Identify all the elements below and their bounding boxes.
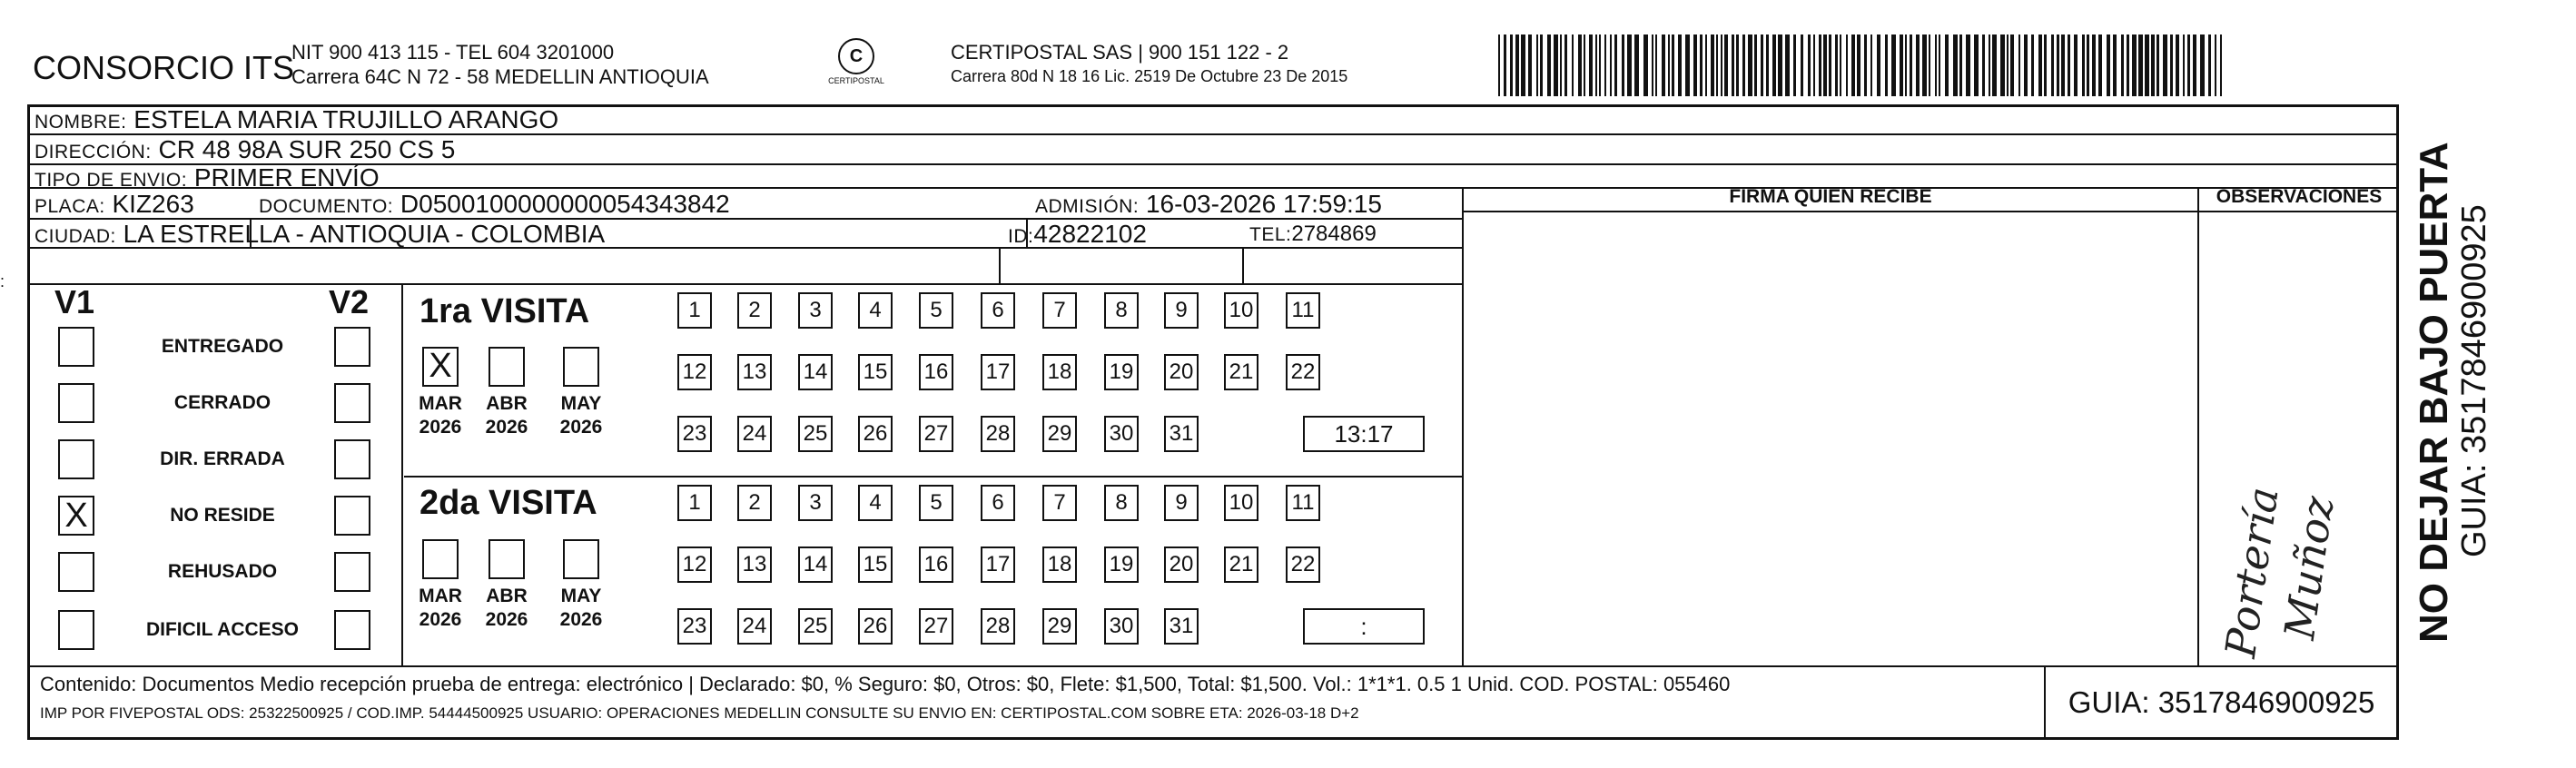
barcode-bar (2024, 34, 2028, 96)
barcode-bar (1974, 34, 1979, 96)
admision-label: ADMISIÓN: (1035, 196, 1140, 217)
id-value: 42822102 (1033, 220, 1147, 248)
barcode-bar (1560, 34, 1562, 96)
barcode-bar (2068, 34, 2070, 96)
day-box: 9 (1164, 292, 1199, 329)
day-box: 28 (981, 608, 1015, 645)
v1-checkbox (58, 327, 94, 367)
day-box: 5 (919, 292, 953, 329)
nombre-value: ESTELA MARIA TRUJILLO ARANGO (133, 105, 559, 133)
day-box: 12 (677, 354, 712, 390)
barcode-bar (1772, 34, 1776, 96)
barcode-bar (1662, 34, 1665, 96)
barcode-bar (1823, 34, 1827, 96)
side-guia: GUIA: 3517846900925 (2455, 204, 2493, 557)
tel-row (1249, 222, 1377, 247)
documento-value: D0500100000000054343842 (400, 190, 730, 218)
barcode-bar (1705, 34, 1707, 96)
barcode-bar (2113, 34, 2117, 96)
footer-guia: GUIA: 3517846900925 (2068, 685, 2375, 719)
day-box: 30 (1104, 608, 1139, 645)
day-box: 16 (919, 354, 953, 390)
barcode-bar (2215, 34, 2216, 96)
day-box: 16 (919, 546, 953, 583)
id-label: ID: (1008, 226, 1034, 247)
v2-checkbox (334, 383, 370, 423)
rule (29, 283, 1462, 285)
company-info (291, 40, 709, 89)
barcode-bar (2000, 34, 2005, 96)
v1-checkbox (58, 552, 94, 592)
day-box: 8 (1104, 292, 1139, 329)
barcode-bar (1700, 34, 1703, 96)
placa-row (35, 190, 194, 219)
barcode-bar (1851, 34, 1855, 96)
day-box: 13 (737, 546, 772, 583)
barcode-bar (1992, 34, 1997, 96)
status-label: DIFICIL ACCESO (145, 619, 299, 640)
day-box: 23 (677, 416, 712, 452)
barcode-bar (1793, 34, 1796, 96)
ciudad-label: CIUDAD: (35, 226, 116, 247)
barcode-bar (1578, 34, 1582, 96)
day-box: 21 (1224, 546, 1258, 583)
barcode-bar (2157, 34, 2159, 96)
day-box: 4 (858, 292, 893, 329)
barcode-bar (1540, 34, 1543, 96)
barcode-bar (2170, 34, 2173, 96)
day-box: 19 (1104, 546, 1139, 583)
rule (1462, 211, 2399, 212)
day-box: 18 (1042, 354, 1077, 390)
day-box: 18 (1042, 546, 1077, 583)
ciudad-row (35, 220, 605, 249)
barcode-bar (2138, 34, 2143, 96)
ciudad-value: LA ESTRELLA - ANTIOQUIA - COLOMBIA (123, 220, 606, 248)
barcode-bar (1870, 34, 1872, 96)
day-box: 27 (919, 608, 953, 645)
barcode-bar (1877, 34, 1880, 96)
admision-row (1035, 190, 1382, 219)
day-box: 10 (1224, 292, 1258, 329)
barcode-bar (1945, 34, 1949, 96)
barcode-bar (1761, 34, 1763, 96)
month-label (413, 392, 468, 439)
barcode-bar (1939, 34, 1940, 96)
month-label (554, 392, 608, 439)
barcode-bar (2010, 34, 2014, 96)
day-box: 14 (798, 354, 833, 390)
barcode-bar (2031, 34, 2034, 96)
barcode-bar (1515, 34, 1519, 96)
barcode-bar (2151, 34, 2155, 96)
rule (1462, 187, 1464, 665)
v2-checkbox (334, 610, 370, 650)
day-box: 27 (919, 416, 953, 452)
barcode-bar (1748, 34, 1752, 96)
id-row (1008, 220, 1147, 249)
barcode-bar (2121, 34, 2124, 96)
footer-imp: IMP POR FIVEPOSTAL ODS: 25322500925 / COD.IMP. 54444500925 USUARIO: OPERACIONES MEDELLIN CONSULTE SU ENVIO EN: CERTIPOSTAL.COM SOBRE ETA: 2026-03-18 D+2 (40, 704, 1359, 722)
v2-checkbox (334, 327, 370, 367)
barcode-bar (1929, 34, 1930, 96)
day-box: 19 (1104, 354, 1139, 390)
barcode-bar (1634, 34, 1639, 96)
status-label: DIR. ERRADA (160, 448, 285, 469)
barcode-bar (1589, 34, 1593, 96)
day-box: 2 (737, 485, 772, 521)
footer-contenido: Contenido: Documentos Medio recepción prueba de entrega: electrónico | Declarado: $0, % Seguro: $0, Otros: $0, Flete: $1,500, Total: $1,500. Vol.: 1*1*1. 0.5 1 Unid. COD. POSTAL: 055460 (40, 673, 1731, 695)
barcode-bar (2092, 34, 2096, 96)
day-box: 1 (677, 292, 712, 329)
barcode-bar (1564, 34, 1567, 96)
month-year: 2026 (419, 609, 462, 630)
barcode-bar (1678, 34, 1682, 96)
barcode-bar (1572, 34, 1574, 96)
month-name: ABR (486, 586, 528, 606)
day-box: 4 (858, 485, 893, 521)
barcode-bar (1595, 34, 1597, 96)
barcode-bar (1966, 34, 1970, 96)
month-checkbox: X (422, 347, 459, 387)
month-checkbox (489, 347, 525, 387)
barcode-bar (2163, 34, 2167, 96)
barcode-bar (1801, 34, 1803, 96)
barcode-bar (1724, 34, 1728, 96)
barcode-bar (2127, 34, 2129, 96)
firma-header: FIRMA QUIEN RECIBE (1729, 186, 1932, 207)
barcode-bar (1655, 34, 1657, 96)
day-box: 23 (677, 608, 712, 645)
barcode-bar (1959, 34, 1962, 96)
barcode-bar (2098, 34, 2102, 96)
day-box: 11 (1286, 292, 1320, 329)
month-name: MAR (419, 586, 462, 606)
day-box: 15 (858, 546, 893, 583)
day-box: 22 (1286, 546, 1320, 583)
month-year: 2026 (485, 417, 528, 438)
company-name: CONSORCIO ITS (33, 49, 295, 86)
barcode-bar (1521, 34, 1525, 96)
day-box: 17 (981, 354, 1015, 390)
direccion-label: DIRECCIÓN: (35, 142, 152, 162)
month-name: MAY (560, 586, 602, 606)
barcode-bar (1622, 34, 1624, 96)
certipostal-logo (826, 38, 886, 98)
tel-label: TEL: (1249, 224, 1292, 245)
day-box: 2 (737, 292, 772, 329)
v1-checkbox: X (58, 496, 94, 536)
barcode-bar (1840, 34, 1841, 96)
barcode-bar (1900, 34, 1903, 96)
barcode-bar (1864, 34, 1867, 96)
nombre-row (35, 105, 558, 134)
barcode-bar (2061, 34, 2065, 96)
barcode-bar (1982, 34, 1985, 96)
day-box: 28 (981, 416, 1015, 452)
barcode-bar (1716, 34, 1718, 96)
barcode (1498, 34, 2225, 96)
barcode-bar (2200, 34, 2205, 96)
rule (404, 476, 1462, 478)
certi-line2: Carrera 80d N 18 16 Lic. 2519 De Octubre 23 De 2015 (951, 67, 1348, 85)
rule (999, 247, 1001, 283)
barcode-bar (2018, 34, 2020, 96)
barcode-bar (1785, 34, 1790, 96)
day-box: 30 (1104, 416, 1139, 452)
barcode-bar (1754, 34, 1757, 96)
barcode-bar (1922, 34, 1927, 96)
month-checkbox (489, 539, 525, 579)
barcode-bar (1528, 34, 1532, 96)
nit-line: NIT 900 413 115 - TEL 604 3201000 (291, 41, 615, 64)
barcode-bar (2145, 34, 2149, 96)
v2-checkbox (334, 552, 370, 592)
barcode-bar (1510, 34, 1513, 96)
barcode-bar (1610, 34, 1612, 96)
barcode-bar (1846, 34, 1848, 96)
barcode-bar (1721, 34, 1722, 96)
barcode-bar (2038, 34, 2042, 96)
day-box: 7 (1042, 292, 1077, 329)
barcode-bar (1652, 34, 1653, 96)
barcode-bar (2044, 34, 2047, 96)
barcode-bar (1504, 34, 1506, 96)
barcode-bar (2132, 34, 2137, 96)
day-box: 22 (1286, 354, 1320, 390)
placa-label: PLACA: (35, 196, 105, 217)
barcode-bar (1604, 34, 1606, 96)
barcode-bar (1584, 34, 1585, 96)
day-box: 29 (1042, 416, 1077, 452)
day-box: 25 (798, 416, 833, 452)
day-box: 3 (798, 292, 833, 329)
tipo-row (35, 163, 380, 192)
month-name: ABR (486, 393, 528, 414)
barcode-bar (1536, 34, 1538, 96)
day-box: 14 (798, 546, 833, 583)
day-box: 25 (798, 608, 833, 645)
barcode-bar (1599, 34, 1601, 96)
direccion-value: CR 48 98A SUR 250 CS 5 (158, 135, 456, 163)
tipo-label: TIPO DE ENVIO: (35, 170, 188, 191)
day-box: 3 (798, 485, 833, 521)
barcode-bar (1935, 34, 1937, 96)
rule (2197, 187, 2199, 665)
barcode-bar (2208, 34, 2211, 96)
day-box: 24 (737, 608, 772, 645)
barcode-bar (1891, 34, 1896, 96)
barcode-bar (1693, 34, 1697, 96)
barcode-bar (2176, 34, 2179, 96)
documento-row (259, 190, 730, 219)
edge-mark: : (0, 272, 5, 290)
observation-handwriting-2: Muñoz (2275, 493, 2344, 643)
v2-header: V2 (329, 283, 370, 320)
v1-header: V1 (54, 283, 95, 320)
barcode-bar (2107, 34, 2110, 96)
barcode-bar (1498, 34, 1500, 96)
day-box: 6 (981, 292, 1015, 329)
barcode-bar (1885, 34, 1888, 96)
barcode-bar (1835, 34, 1838, 96)
month-label (554, 585, 608, 632)
day-box: 10 (1224, 485, 1258, 521)
observaciones-header: OBSERVACIONES (2216, 186, 2383, 207)
barcode-bar (1916, 34, 1920, 96)
month-year: 2026 (485, 609, 528, 630)
barcode-bar (1766, 34, 1769, 96)
logo-text: CERTIPOSTAL (828, 76, 884, 85)
day-box: 21 (1224, 354, 1258, 390)
v2-checkbox (334, 439, 370, 479)
day-box: 29 (1042, 608, 1077, 645)
month-label (413, 585, 468, 632)
admision-value: 16-03-2026 17:59:15 (1145, 190, 1382, 218)
day-box: 6 (981, 485, 1015, 521)
v1-checkbox (58, 439, 94, 479)
barcode-bar (1711, 34, 1714, 96)
barcode-bar (1554, 34, 1558, 96)
day-box: 1 (677, 485, 712, 521)
barcode-bar (2082, 34, 2085, 96)
nombre-label: NOMBRE: (35, 112, 127, 133)
status-label: REHUSADO (167, 561, 278, 582)
month-year: 2026 (419, 417, 462, 438)
barcode-bar (2057, 34, 2059, 96)
barcode-bar (2087, 34, 2089, 96)
day-box: 26 (858, 608, 893, 645)
rule (1242, 247, 1244, 283)
day-box: 17 (981, 546, 1015, 583)
logo-icon: C (838, 38, 874, 74)
direccion-row (35, 135, 455, 164)
status-label: CERRADO (173, 392, 271, 413)
day-box: 31 (1164, 416, 1199, 452)
barcode-bar (1819, 34, 1821, 96)
day-box: 20 (1164, 354, 1199, 390)
month-checkbox (563, 539, 599, 579)
visit1-title: 1ra VISITA (419, 292, 590, 330)
month-checkbox (422, 539, 459, 579)
observation-handwriting-1: Portería (2216, 484, 2288, 661)
month-checkbox (563, 347, 599, 387)
barcode-bar (1857, 34, 1860, 96)
barcode-bar (1732, 34, 1734, 96)
tel-value: 2784869 (1291, 222, 1377, 246)
no-dejar-notice: NO DEJAR BAJO PUERTA (2412, 142, 2456, 643)
barcode-bar (1672, 34, 1674, 96)
v2-checkbox (334, 496, 370, 536)
barcode-bar (1829, 34, 1831, 96)
month-label (479, 392, 534, 439)
barcode-bar (1627, 34, 1632, 96)
v1-checkbox (58, 383, 94, 423)
barcode-bar (2193, 34, 2196, 96)
month-label (479, 585, 534, 632)
v1-checkbox (58, 610, 94, 650)
barcode-bar (1778, 34, 1782, 96)
day-box: 9 (1164, 485, 1199, 521)
barcode-bar (1910, 34, 1912, 96)
certipostal-info (951, 40, 1347, 89)
month-name: MAY (560, 393, 602, 414)
documento-label: DOCUMENTO: (259, 196, 394, 217)
barcode-bar (1668, 34, 1670, 96)
day-box: 8 (1104, 485, 1139, 521)
barcode-bar (1614, 34, 1617, 96)
barcode-bar (1989, 34, 1990, 96)
barcode-bar (1905, 34, 1907, 96)
month-name: MAR (419, 393, 462, 414)
barcode-bar (1643, 34, 1648, 96)
time-box: 13:17 (1303, 416, 1425, 452)
certi-line1: CERTIPOSTAL SAS | 900 151 122 - 2 (951, 41, 1289, 64)
day-box: 20 (1164, 546, 1199, 583)
day-box: 24 (737, 416, 772, 452)
barcode-bar (1742, 34, 1745, 96)
day-box: 31 (1164, 608, 1199, 645)
month-year: 2026 (559, 417, 603, 438)
barcode-bar (1808, 34, 1811, 96)
day-box: 13 (737, 354, 772, 390)
address-line: Carrera 64C N 72 - 58 MEDELLIN ANTIOQUIA (291, 65, 709, 88)
placa-value: KIZ263 (112, 190, 194, 218)
day-box: 26 (858, 416, 893, 452)
barcode-bar (2074, 34, 2078, 96)
barcode-bar (1813, 34, 1815, 96)
day-box: 5 (919, 485, 953, 521)
visit2-title: 2da VISITA (419, 484, 597, 522)
rule (401, 283, 403, 665)
barcode-bar (1736, 34, 1739, 96)
day-box: 15 (858, 354, 893, 390)
barcode-bar (2220, 34, 2222, 96)
barcode-bar (1685, 34, 1690, 96)
day-box: 11 (1286, 485, 1320, 521)
status-label: ENTREGADO (161, 336, 284, 357)
status-label: NO RESIDE (170, 505, 275, 526)
tipo-value: PRIMER ENVÍO (193, 163, 380, 192)
day-box: 12 (677, 546, 712, 583)
barcode-bar (2051, 34, 2054, 96)
barcode-bar (2187, 34, 2190, 96)
barcode-bar (1547, 34, 1551, 96)
month-year: 2026 (559, 609, 603, 630)
barcode-bar (2007, 34, 2008, 96)
time-box: : (1303, 608, 1425, 645)
barcode-bar (1953, 34, 1958, 96)
day-box: 7 (1042, 485, 1077, 521)
barcode-bar (2183, 34, 2185, 96)
